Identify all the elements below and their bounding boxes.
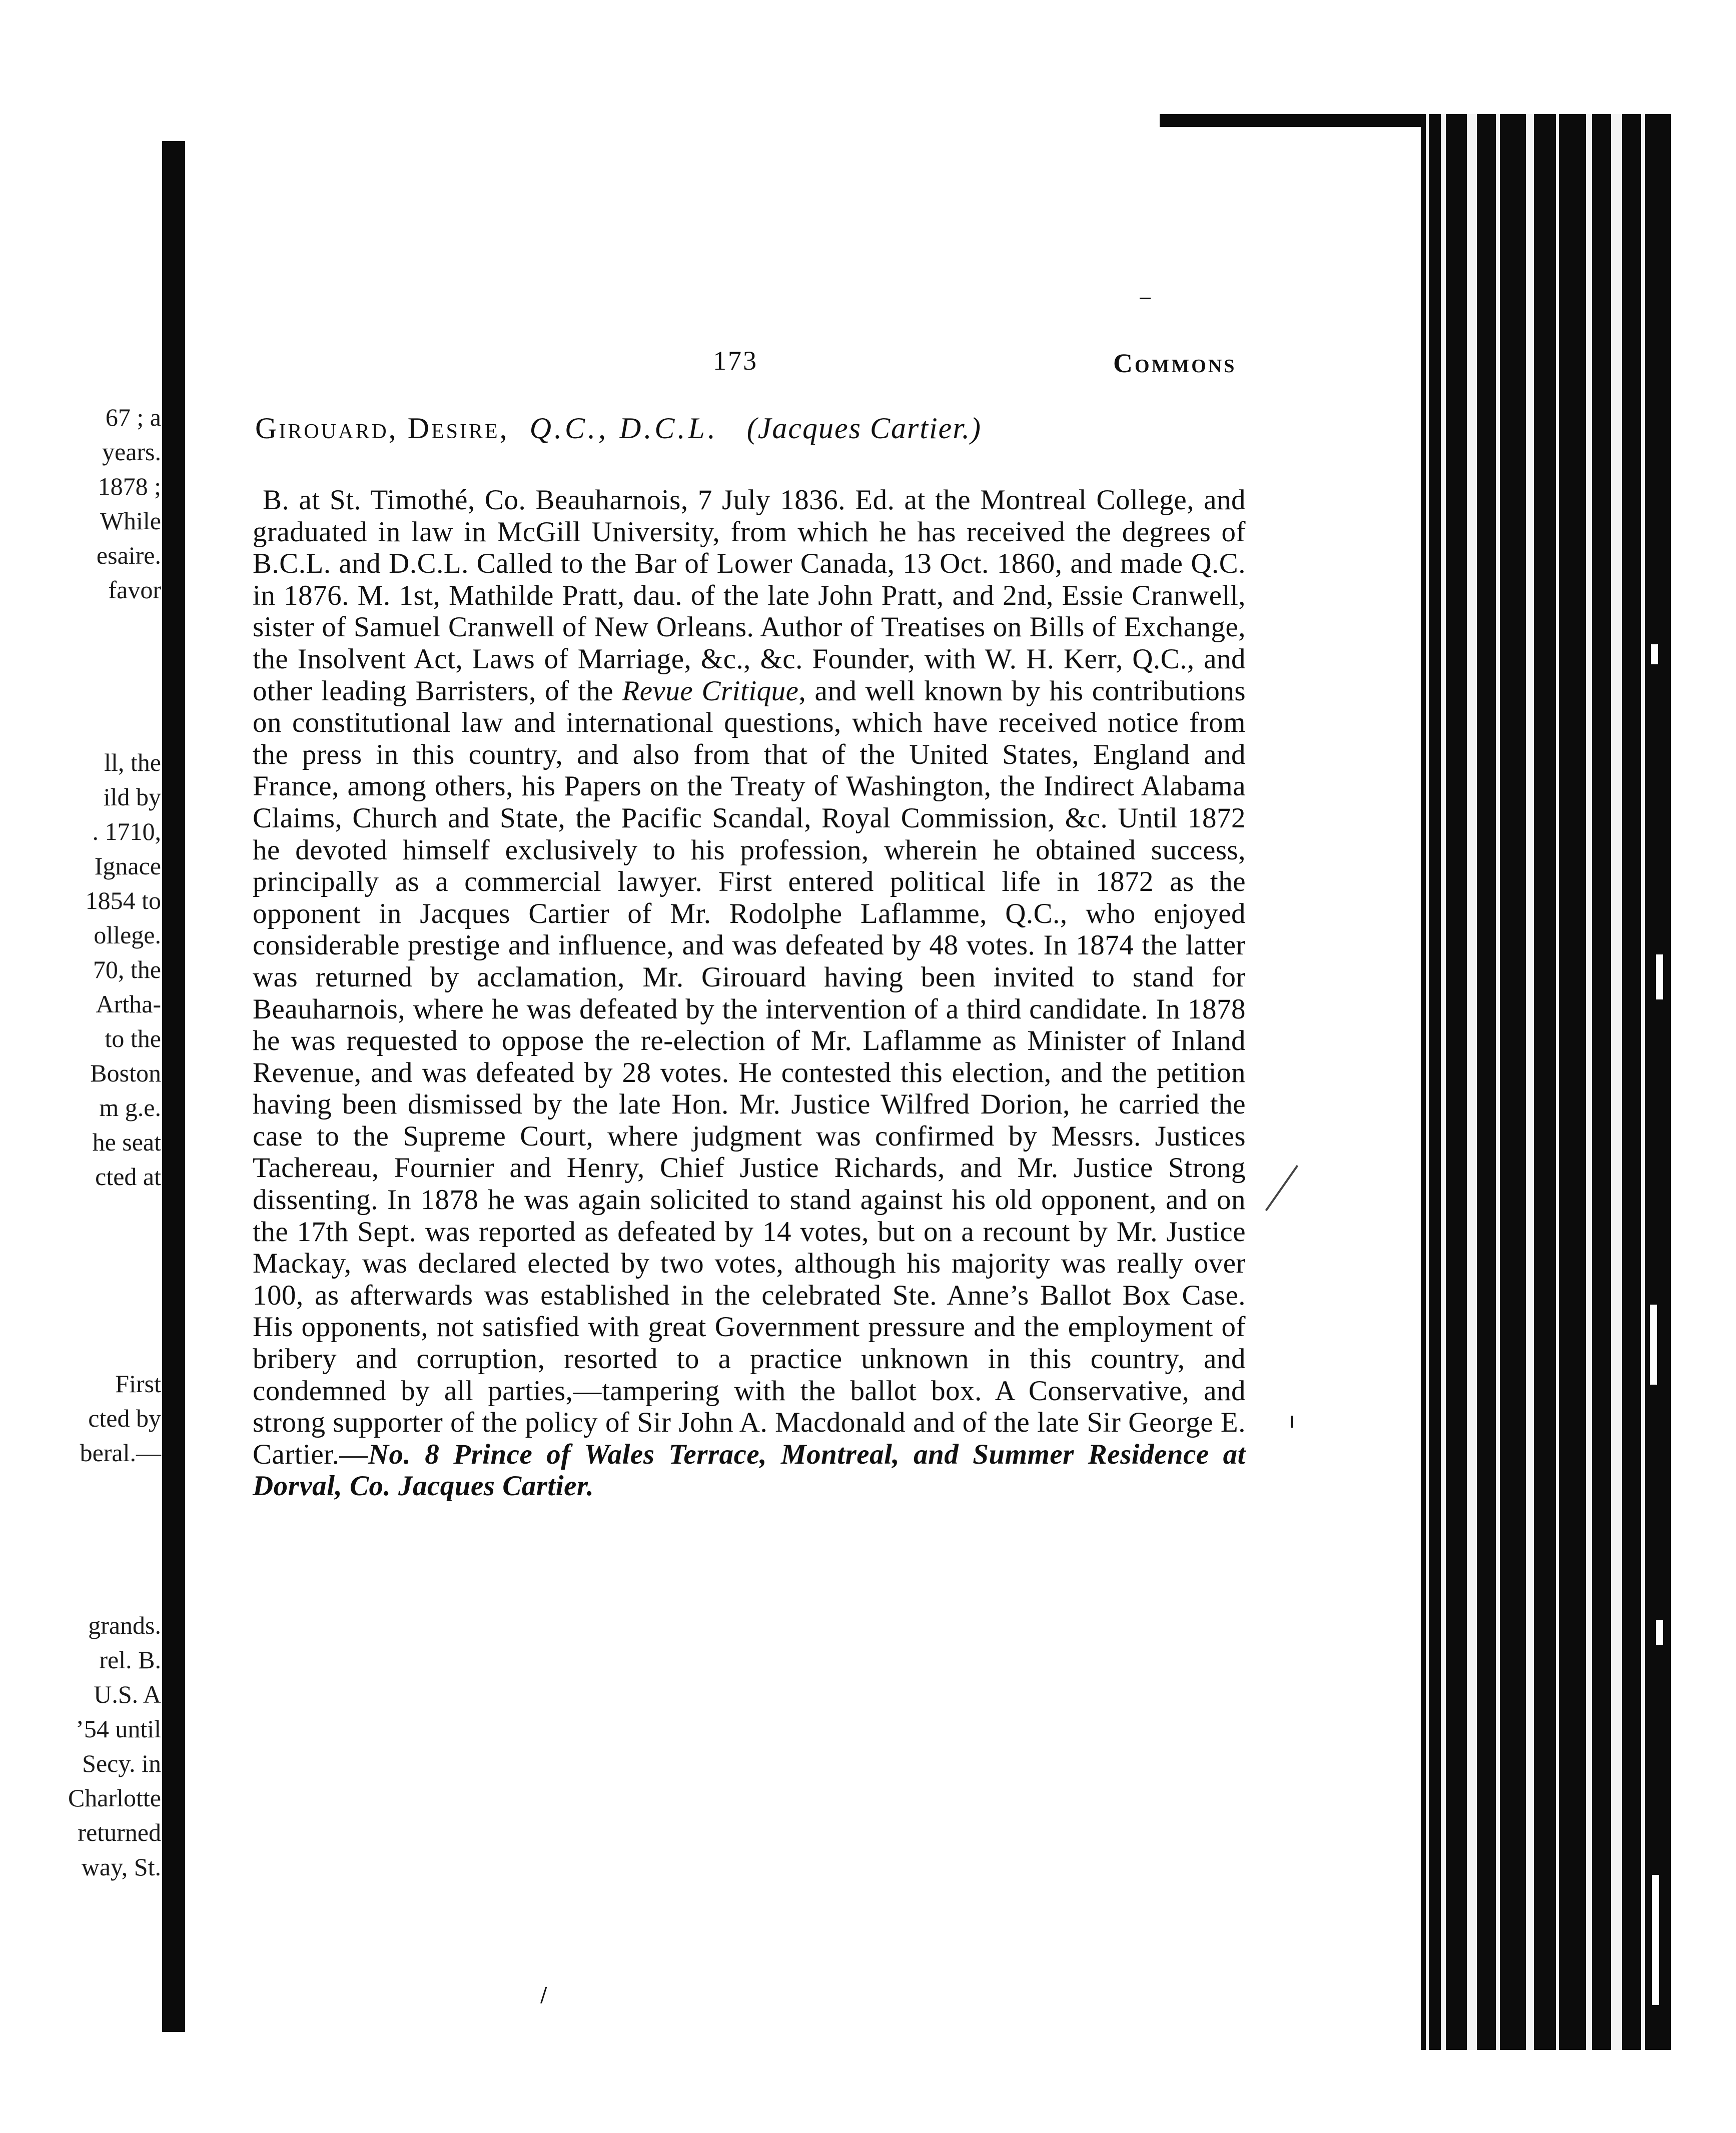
previous-page-fragment: 70, the <box>93 955 161 983</box>
top-rule <box>1160 114 1460 127</box>
previous-page-fragment: m g.e. <box>99 1094 161 1122</box>
previous-page-fragment <box>0 676 165 711</box>
previous-page-fragment: he seat <box>92 1128 161 1156</box>
previous-page-fragment: U.S. A <box>94 1680 161 1708</box>
previous-page-fragment: 1854 to <box>85 886 161 914</box>
entry-name: Girouard, Desire, <box>255 412 509 445</box>
previous-page-fragment: Boston <box>90 1059 161 1087</box>
entry-body <box>253 484 1246 1502</box>
previous-page-fragment <box>0 1298 165 1332</box>
previous-page-fragment: Secy. in <box>82 1749 161 1777</box>
previous-page-fragment: Artha- <box>96 990 161 1018</box>
previous-page-column <box>0 400 165 1884</box>
previous-page-fragment: . 1710, <box>92 817 161 845</box>
binding-shadow <box>162 141 185 2032</box>
previous-page-fragment <box>0 642 165 676</box>
previous-page-fragment <box>0 1470 165 1505</box>
previous-page-fragment <box>0 1263 165 1298</box>
entry-degrees: Q.C., D.C.L. <box>529 412 718 445</box>
previous-page-fragment: Charlotte <box>68 1784 161 1812</box>
previous-page-fragment: cted at <box>95 1163 161 1191</box>
previous-page-fragment: rel. B. <box>99 1646 161 1674</box>
previous-page-fragment: returned <box>78 1818 161 1846</box>
publication-title: Revue Critique <box>622 675 799 707</box>
body-text-part-1: B. at St. Timothé, Co. Beauharnois, 7 July 1836. Ed. at the Montreal College, and graduated in law in McGill University, from which he has received the degrees of B.C.L. and D.C.L. Called to the Bar of Lower Canada, 13 Oct. 1860, and made Q.C. in 1876. M. 1st, Mathilde Pratt, dau. of the late John Pratt, and 2nd, Essie Cranwell, sister of Samuel Cranwell of New Orleans. Author of Treatises on Bills of Exchange, the Insolvent Act, Laws of Marriage, &c., &c. Founder, with W. H. Kerr, Q.C., and other leading Barristers, of the <box>253 484 1246 707</box>
previous-page-fragment: Ignace <box>94 852 161 880</box>
stray-mark <box>1291 1416 1293 1428</box>
stray-mark <box>1140 298 1151 299</box>
previous-page-fragment: 67 ; a <box>105 403 161 431</box>
previous-page-fragment: ollege. <box>94 921 161 949</box>
previous-page-fragment <box>0 607 165 642</box>
previous-page-fragment: ll, the <box>104 748 161 776</box>
previous-page-fragment <box>0 1229 165 1263</box>
previous-page-fragment: grands. <box>88 1611 161 1639</box>
previous-page-fragment <box>0 1194 165 1229</box>
previous-page-fragment <box>0 1332 165 1367</box>
previous-page-fragment: 1878 ; <box>98 472 161 500</box>
previous-page-fragment: cted by <box>88 1404 161 1432</box>
entry-address: No. 8 Prince of Wales Terrace, Montreal, and Summer Residence at Dorval, Co. Jacques Cartier. <box>253 1438 1246 1502</box>
previous-page-fragment: First <box>115 1370 161 1398</box>
body-text-part-2: , and well known by his contributions on constitutional law and international questions, which have received notice from the press in this country, and also from that of the United States, England and France, among others, his Papers on the Treaty of Washington, the Indirect Alabama Claims, Church and State, the Pacific Scandal, Royal Commission, &c. Until 1872 he devoted himself exclusively to his profession, wherein he obtained success, principally as a commercial lawyer. First entered political life in 1872 as the opponent in Jacques Cartier of Mr. Rodolphe Laflamme, Q.C., who enjoyed considerable prestige and influence, and was defeated by 48 votes. In 1874 the latter was returned by acclamation, Mr. Girouard having been invited to stand for Beauharnois, where he was defeated by the intervention of a third candidate. In 1878 he was requested to oppose the re-election of Mr. Laflamme as Minister of Inland Revenue, and was defeated by 28 votes. He contested this election, and the petition having been dismissed by the late Hon. Mr. Justice Wilfred Dorion, he carried the case to the Supreme Court, where judgment was confirmed by Messrs. Justices Tachereau, Fournier and Henry, Chief Justice Richards, and Mr. Justice Strong dissenting. In 1878 he was again solicited to stand against his old opponent, and on the 17th Sept. was reported as defeated by 14 votes, but on a recount by Mr. Justice Mackay, was declared elected by two votes, although his majority was really over 100, as afterwards was established in the celebrated Ste. Anne’s Ballot Box Case. His opponents, not satisfied with great Government pressure and the employment of bribery and corruption, resorted to a practice unknown in this country, and condemned by all parties,—tampering with the ballot box. A Conservative, and strong supporter of the policy of Sir John A. Macdonald and of the late Sir George E. Cartier.— <box>253 675 1246 1470</box>
previous-page-fragment: esaire. <box>96 541 161 569</box>
previous-page-fragment: favor <box>108 576 161 604</box>
previous-page-fragment: ild by <box>103 783 161 811</box>
previous-page-fragment: ’54 until <box>76 1715 161 1743</box>
page-edge-shadow <box>1421 114 1671 2050</box>
previous-page-fragment <box>0 1539 165 1574</box>
previous-page-fragment: years. <box>102 438 161 466</box>
entry-riding: (Jacques Cartier.) <box>746 412 982 445</box>
previous-page-fragment: While <box>100 507 161 535</box>
previous-page-fragment <box>0 1574 165 1608</box>
stray-mark <box>1265 1165 1298 1211</box>
page-number: 173 <box>713 346 758 376</box>
previous-page-fragment: way, St. <box>81 1853 161 1881</box>
pen-mark: ∕ <box>540 1983 547 2006</box>
previous-page-fragment: to the <box>105 1024 161 1052</box>
running-head: Commons <box>1113 348 1237 378</box>
previous-page-fragment <box>0 1505 165 1539</box>
previous-page-fragment: beral.— <box>80 1439 161 1467</box>
entry-title <box>255 411 982 446</box>
previous-page-fragment <box>0 711 165 745</box>
